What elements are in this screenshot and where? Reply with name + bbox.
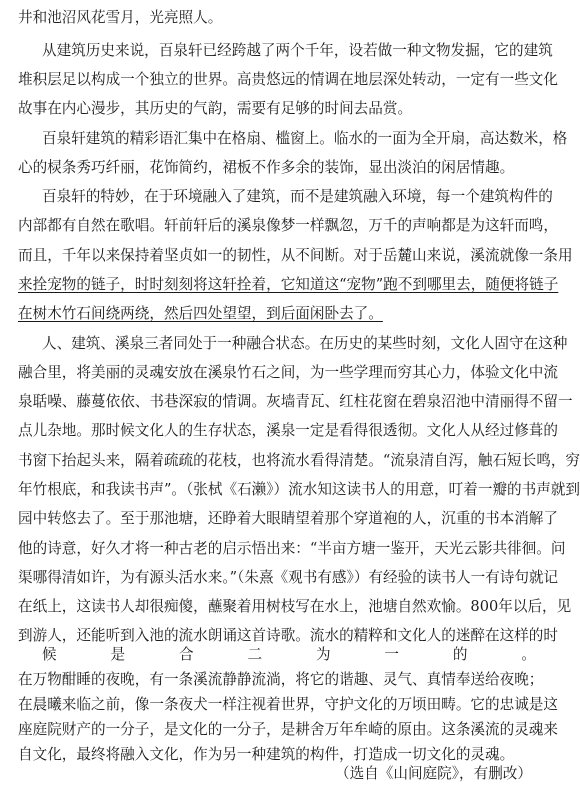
- text-line: 在纸上，这读书人却很痴傻，蘸聚着用树枝写在水上，池塘自然欢愉。800年以后，见: [18, 598, 572, 615]
- text-line: 到游人，还能听到入池的流水朗诵这首诗歌。流水的精粹和文化人的迷醉在这样的时: [18, 627, 558, 644]
- text-line: 渠哪得清如许，为有源头活水来。”（朱熹《观书有感》）有经验的读书人一有诗句就记: [18, 569, 559, 586]
- text-line: 座庭院财产的一分子，是文化的一分子，是耕舍万年牟崎的原由。这条溪流的灵魂来: [18, 721, 558, 738]
- source-note: （选自《山间庭院》，有删改）: [334, 765, 532, 782]
- text-line: 百泉轩的特妙，在于环境融入了建筑，而不是建筑融入环境，每一个建筑构件的: [42, 188, 553, 205]
- text-line: 而且，千年以来保持着坚贞如一的韧性，从不间断。对于岳麓山来说，溪流就像一条用: [18, 247, 573, 264]
- text-line: 在万物酣睡的夜晚，有一条溪流静静流淌，将它的谐趣、灵气、真情奉送给夜晚；: [18, 671, 544, 688]
- text-line: 内部都有自然在歌唱。轩前轩后的溪泉像梦一样飘忽，万千的声响都是为这轩而鸣，: [18, 217, 558, 234]
- text-line: 从建筑历史来说，百泉轩已经跨越了两个千年，设若做一种文物发掘，它的建筑: [42, 42, 553, 59]
- text-line: 书窗下抬起头来，隔着疏疏的花枝，也将流水看得清楚。“流泉清自泻，触石短长鸣，穷: [18, 452, 580, 469]
- text-line: 年竹根底，和我读书声”。（张栻《石濑》）流水知这读书人的用意，叮着一瓣的书声就到: [18, 481, 580, 498]
- text-line: 心的棂条秀巧纤丽，花饰简约，裙板不作多余的装饰，显出淡泊的闲居情趣。: [18, 159, 515, 176]
- text-line: 点儿杂地。那时候文化人的生存状态，溪泉一定是看得很透彻。文化人从经过修葺的: [18, 422, 558, 439]
- text-line: 候是合二为一的。: [42, 646, 536, 663]
- text-line: 融合里，将美丽的灵魂安放在溪泉竹石之间，为一些学理而穷其心力，体验文化中流: [18, 364, 558, 381]
- text-line: 百泉轩建筑的精彩语汇集中在格扇、槛窗上。临水的一面为全开扇，高达数米，格: [42, 130, 568, 147]
- text-line: 井和池沼风花雪月，光亮照人。: [18, 9, 223, 26]
- text-line: 自文化，最终将融入文化，作为另一种建筑的构件，打造成一切文化的灵魂。: [18, 746, 515, 763]
- text-line: 他的诗意，好久才将一种古老的启示悟出来：“半亩方塘一鉴开，天光云影共徘徊。问: [18, 540, 566, 557]
- text-line: 在晨曦来临之前，像一条夜犬一样注视着世界，守护文化的万顷田畴。它的忠诚是这: [18, 696, 558, 713]
- text-line: 故事在内心漫步，其历史的气韵，需要有足够的时间去品赏。: [18, 100, 413, 117]
- text-line: 堆积层足以构成一个独立的世界。高贵悠远的情调在地层深处转动，一定有一些文化: [18, 71, 558, 88]
- underlined-line: 来拴宠物的链子，时时刻刻将这轩拴着，它知道这“宠物”跑不到哪里去，随便将链子: [18, 276, 559, 293]
- text-line: 泉聒噪、藤蔓依依、书巷深寂的情调。灰墙青瓦、红柱花窗在碧泉沼池中清丽得不留一: [18, 393, 573, 410]
- underlined-line: 在树木竹石间绕两绕，然后四处望望，到后面闲卧去了。: [18, 305, 383, 322]
- text-line: 人、建筑、溪泉三者同处于一种融合状态。在历史的某些时刻，文化人固守在这种: [42, 335, 568, 352]
- text-line: 园中转悠去了。至于那池塘，还睁着大眼睛望着那个穿道袍的人，沉重的书本消解了: [18, 510, 558, 527]
